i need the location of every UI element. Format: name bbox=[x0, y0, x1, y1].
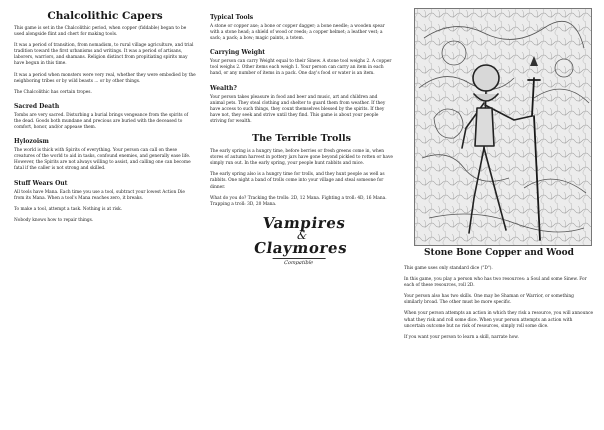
hylozoism-text: The world is thick with Spirits of everything. Your person can call on these creatures of the world to aid in tasks, confound enemies, and generally ease life. However, the Spirits are not always willing to assist, and calling one can become fatal if the caller is not strong and skilled. bbox=[14, 148, 191, 172]
wealth-heading: Wealth? bbox=[210, 84, 237, 92]
cave-painting-image bbox=[414, 8, 592, 246]
logo-line-1: Vampires bbox=[261, 213, 347, 232]
carrying-weight-text: Your person can carry Weight equal to their Sinew. A stone tool weighs 2. A copper tool weighs 2. Other items each weigh 1. Your person can carry an item in each hand, or any number of items in a pack. One day's food or water is an item. bbox=[210, 59, 392, 77]
logo-compatible: Compatible bbox=[271, 258, 326, 267]
stone-bone-title: Stone Bone Copper and Wood bbox=[424, 248, 574, 258]
stuff-wears-out-heading: Stuff Wears Out bbox=[14, 179, 68, 187]
trolls-paragraph: The early spring is a hungry time, before berries or fresh greens come in, when stores of autumn harvest in pottery jars have gone beyond pickled to rotten or have simply run out. In the early spring, your people hunt rabbits and mice. bbox=[210, 149, 393, 167]
trolls-title: The Terrible Trolls bbox=[252, 133, 351, 145]
vampires-claymores-logo bbox=[210, 213, 393, 268]
typical-tools-text: A stone or copper axe; a bone or copper dagger; a bone needle; a wooden spear with a stone head; a shield of wood or reeds; a copper helmet; a leather vest; a sack; a pack; a bow; magic paints, a totem. bbox=[210, 24, 385, 42]
logo-line-2: Claymores bbox=[252, 238, 349, 257]
sacred-death-heading: Sacred Death bbox=[14, 102, 60, 110]
column-middle bbox=[210, 0, 393, 430]
intro-paragraph: It was a period when monsters were very real, whether they were embodied by the neighboring tribes or by wild beasts ... or by other things. bbox=[14, 72, 196, 84]
intro-paragraph: This game is set in the Chalcolithic period, when copper (fiddable) began to be used alongside flint and chert for making tools. bbox=[14, 26, 187, 38]
logo-ampersand: & bbox=[296, 228, 309, 242]
cave-art-illustration bbox=[414, 8, 592, 246]
carrying-weight-heading: Carrying Weight bbox=[210, 49, 266, 57]
column-left bbox=[14, 0, 196, 430]
stuff-wears-out-text: To make a tool, attempt a task. Nothing is at risk. bbox=[14, 206, 123, 212]
stuff-wears-out-text: All tools have Mana. Each time you use a tool, subtract your lowest Action Die from its Mana. When a tool's Mana reaches zero, it breaks. bbox=[14, 189, 185, 201]
rules-paragraph: When your person attempts an action in which they risk a resource, you will announce what they risk and roll some dice. When your person attempts an action with uncertain outcome but no risk of resources, simply roll some dice. bbox=[404, 311, 594, 329]
stuff-wears-out-text: Nobody knows how to repair things. bbox=[14, 217, 94, 223]
intro-paragraph: The Chalcolithic has certain tropes. bbox=[14, 89, 92, 95]
game-title: Chalcolithic Capers bbox=[47, 10, 163, 22]
hylozoism-heading: Hylozoism bbox=[14, 138, 49, 146]
intro-paragraph: It was a period of transition, from nomadism, to rural village agriculture, and trial tradition toward the first urbanisms and writings. It was a period of artisans, laborers, warriors, and shamans. Religion distinct from propitiating spirits may have begun in this time. bbox=[14, 43, 194, 67]
typical-tools-heading: Typical Tools bbox=[210, 14, 254, 21]
rules-paragraph: In this game, you play a person who has two resources: a Soul and some Sinew. For each of these resources, roll 2D. bbox=[404, 277, 587, 289]
column-right bbox=[404, 0, 594, 430]
rules-paragraph: This game uses only standard dice ("D"). bbox=[404, 266, 493, 271]
trolls-paragraph: The early spring also is a hungry time for trolls, and they hunt people as well as rabbits. One night a band of trolls come into your village and steal someone for dinner. bbox=[210, 172, 385, 190]
rules-paragraph: Your person also has two skills. One may be Shaman or Warrior, or something similarly broad. The other must be more specific. bbox=[404, 294, 574, 306]
rules-paragraph: If you want your person to learn a skill, narrate how. bbox=[404, 334, 519, 340]
sacred-death-text: Tombs are very sacred. Disturbing a burial brings vengeance from the spirits of the dead. Goods both mundane and precious are buried with the deceased to comfort, honor, and/or appease them. bbox=[14, 112, 189, 131]
wealth-text: Your person takes pleasure in food and beer and music, art and children and animal pets. They steal clothing and shelter to guard them from weather. If they have access to such things, they count themselves blessed by the spirits. If they have not, they seek and strive until they find. This game is about your people striving for wealth. bbox=[210, 94, 386, 124]
trolls-paragraph: What do you do? Tracking the trolls: 2D, 12 Mana. Fighting a troll: 4D, 16 Mana. Trapping a troll: 3D, 20 Mana. bbox=[210, 195, 387, 207]
